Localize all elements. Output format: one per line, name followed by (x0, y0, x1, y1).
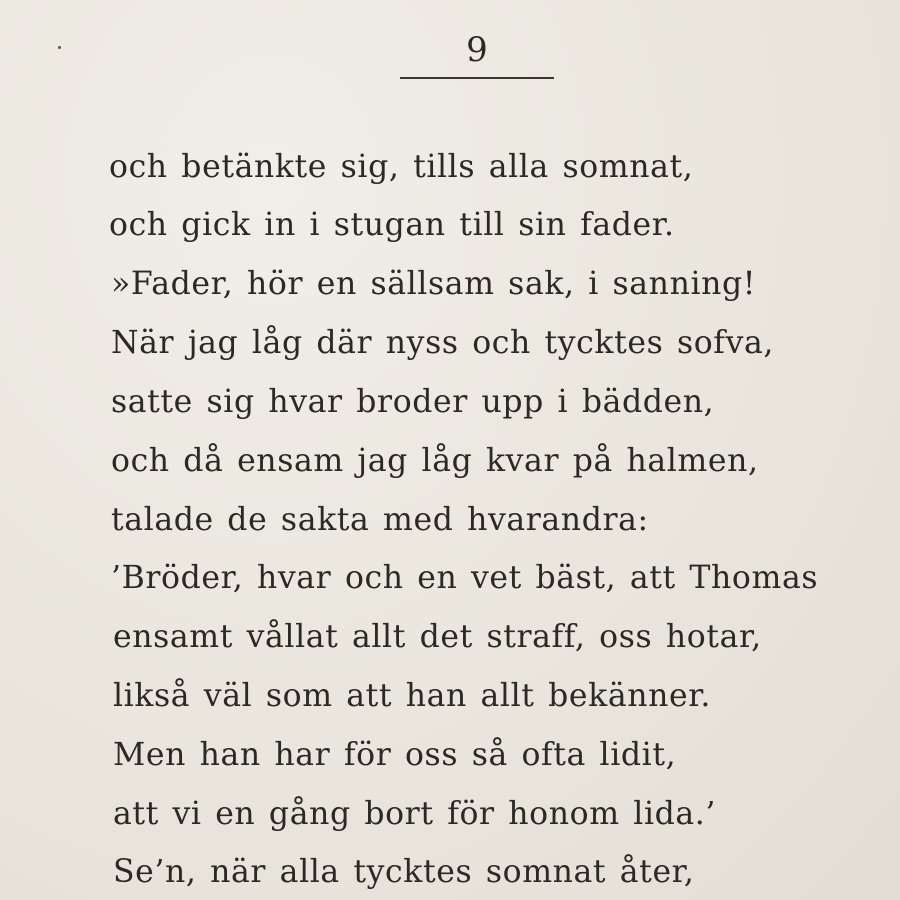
verse-line: När jag låg där nyss och tycktes sofva, (111, 325, 774, 361)
verse-line: och då ensam jag låg kvar på halmen, (111, 443, 759, 479)
page-number-rule (400, 77, 554, 79)
page-number: 9 (466, 30, 488, 70)
verse-line: Men han har för oss så ofta lidit, (113, 737, 677, 773)
ink-speck (58, 46, 61, 49)
verse-line: likså väl som att han allt bekänner. (113, 678, 712, 714)
verse-line: och gick in i stugan till sin fader. (109, 207, 675, 243)
verse-line: satte sig hvar broder upp i bädden, (111, 384, 715, 420)
verse-line: att vi en gång bort för honom lida.’ (113, 796, 717, 832)
verse-line: talade de sakta med hvarandra: (111, 502, 649, 538)
verse-line: och betänkte sig, tills alla somnat, (109, 149, 694, 185)
verse-line: ensamt vållat allt det straff, oss hotar, (113, 619, 762, 655)
verse-line: »Fader, hör en sällsam sak, i sanning! (111, 266, 757, 302)
verse-line: Se’n, när alla tycktes somnat åter, (113, 854, 695, 890)
verse-line: ’Bröder, hvar och en vet bäst, att Thomas (111, 560, 819, 596)
